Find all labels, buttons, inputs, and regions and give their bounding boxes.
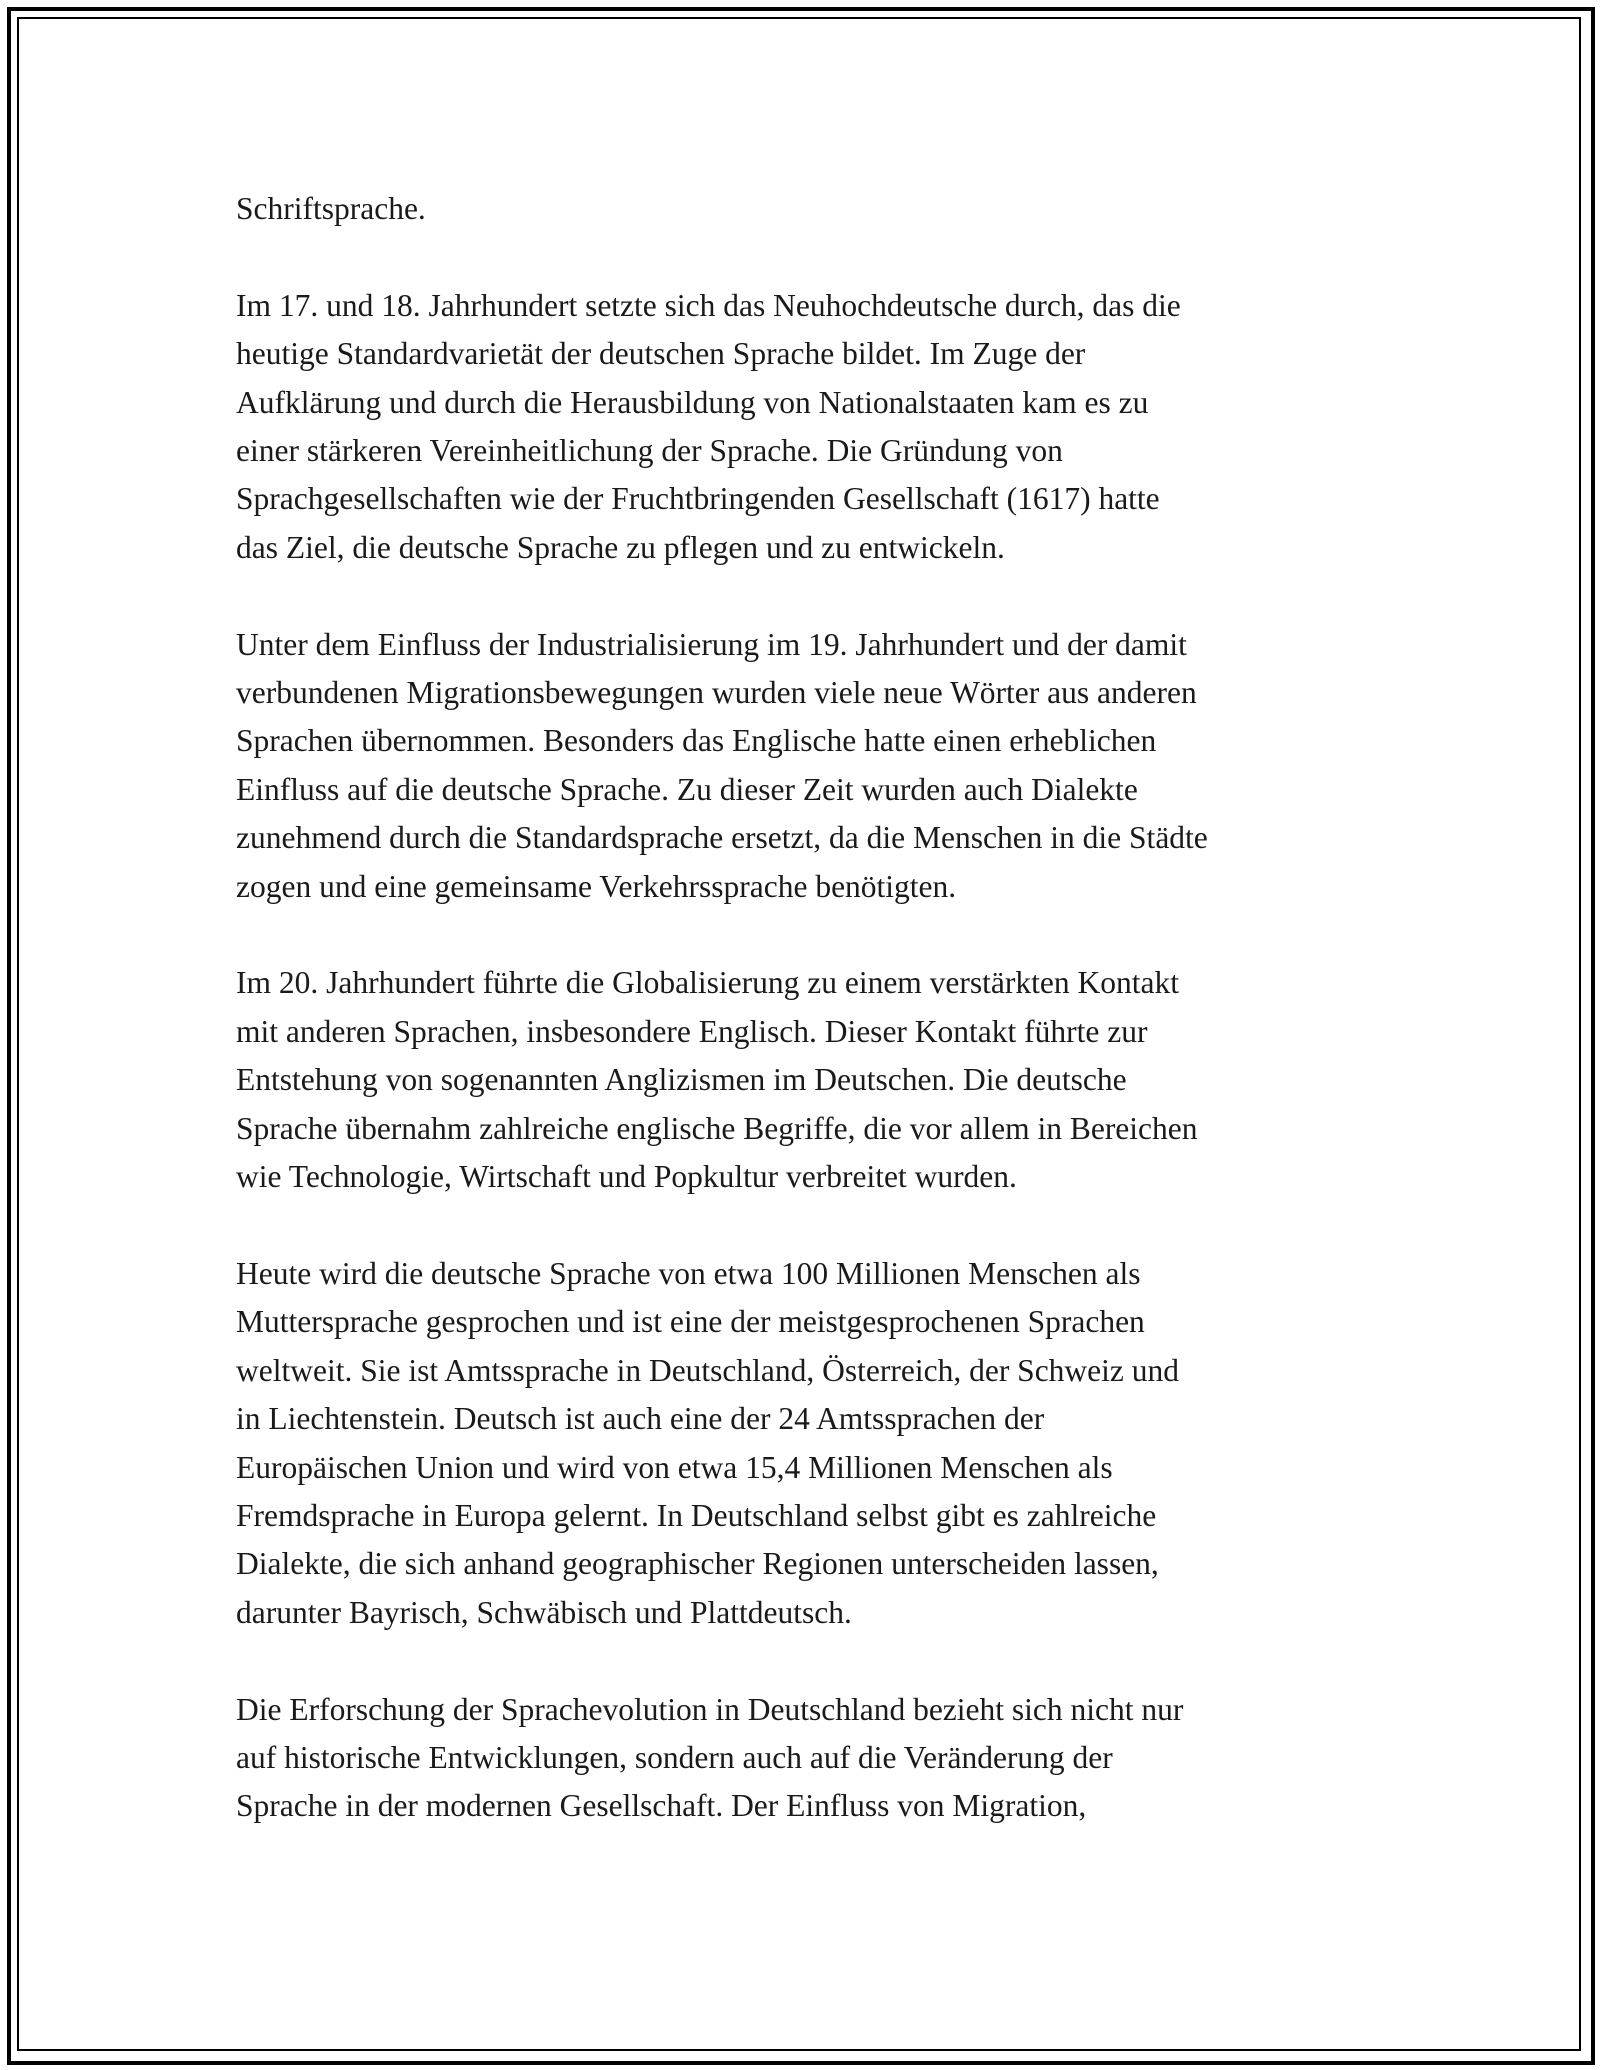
paragraph-4 bbox=[236, 959, 1396, 1201]
text-line: Muttersprache gesprochen und ist eine der meistgesprochenen Sprachen bbox=[236, 1304, 1145, 1340]
text-line: Dialekte, die sich anhand geographischer Regionen unterscheiden lassen, bbox=[236, 1546, 1159, 1582]
paragraph-5 bbox=[236, 1250, 1396, 1637]
text-line: Sprache in der modernen Gesellschaft. Der Einfluss von Migration, bbox=[236, 1788, 1087, 1824]
paragraph-2 bbox=[236, 282, 1396, 572]
text-line: weltweit. Sie ist Amtssprache in Deutschland, Österreich, der Schweiz und bbox=[236, 1352, 1180, 1388]
text-line: Sprache übernahm zahlreiche englische Begriffe, die vor allem in Bereichen bbox=[236, 1110, 1198, 1146]
text-line: Heute wird die deutsche Sprache von etwa 100 Millionen Menschen als bbox=[236, 1255, 1141, 1291]
text-line: zunehmend durch die Standardsprache ersetzt, da die Menschen in die Städte bbox=[236, 820, 1208, 856]
text-line: das Ziel, die deutsche Sprache zu pflegen und zu entwickeln. bbox=[236, 529, 1005, 565]
text-line: wie Technologie, Wirtschaft und Popkultur verbreitet wurden. bbox=[236, 1159, 1017, 1195]
text-line: darunter Bayrisch, Schwäbisch und Plattdeutsch. bbox=[236, 1594, 852, 1630]
text-line: Sprachen übernommen. Besonders das Englische hatte einen erheblichen bbox=[236, 723, 1157, 759]
text-line: Unter dem Einfluss der Industrialisierung im 19. Jahrhundert und der damit bbox=[236, 626, 1187, 662]
document-body bbox=[236, 185, 1396, 1879]
paragraph-1 bbox=[236, 185, 1396, 233]
text-line: mit anderen Sprachen, insbesondere Englisch. Dieser Kontakt führte zur bbox=[236, 1013, 1148, 1049]
text-line: Fremdsprache in Europa gelernt. In Deutschland selbst gibt es zahlreiche bbox=[236, 1497, 1157, 1533]
text-line: auf historische Entwicklungen, sondern auch auf die Veränderung der bbox=[236, 1739, 1113, 1775]
text-line: Die Erforschung der Sprachevolution in Deutschland bezieht sich nicht nur bbox=[236, 1691, 1184, 1727]
text-line: Aufklärung und durch die Herausbildung von Nationalstaaten kam es zu bbox=[236, 384, 1149, 420]
text-line: Schriftsprache. bbox=[236, 191, 426, 226]
text-line: einer stärkeren Vereinheitlichung der Sprache. Die Gründung von bbox=[236, 433, 1063, 469]
text-line: Sprachgesellschaften wie der Fruchtbringenden Gesellschaft (1617) hatte bbox=[236, 481, 1160, 517]
text-line: in Liechtenstein. Deutsch ist auch eine der 24 Amtssprachen der bbox=[236, 1401, 1045, 1437]
text-line: Einfluss auf die deutsche Sprache. Zu dieser Zeit wurden auch Dialekte bbox=[236, 771, 1138, 807]
text-line: Europäischen Union und wird von etwa 15,4 Millionen Menschen als bbox=[236, 1449, 1113, 1485]
text-line: Im 20. Jahrhundert führte die Globalisierung zu einem verstärkten Kontakt bbox=[236, 965, 1179, 1001]
text-line: heutige Standardvarietät der deutschen Sprache bildet. Im Zuge der bbox=[236, 336, 1086, 372]
text-line: zogen und eine gemeinsame Verkehrssprache benötigten. bbox=[236, 868, 957, 904]
paragraph-3 bbox=[236, 621, 1396, 911]
paragraph-6 bbox=[236, 1686, 1396, 1831]
text-line: verbundenen Migrationsbewegungen wurden viele neue Wörter aus anderen bbox=[236, 675, 1197, 711]
text-line: Entstehung von sogenannten Anglizismen im Deutschen. Die deutsche bbox=[236, 1062, 1127, 1098]
text-line: Im 17. und 18. Jahrhundert setzte sich das Neuhochdeutsche durch, das die bbox=[236, 287, 1181, 323]
